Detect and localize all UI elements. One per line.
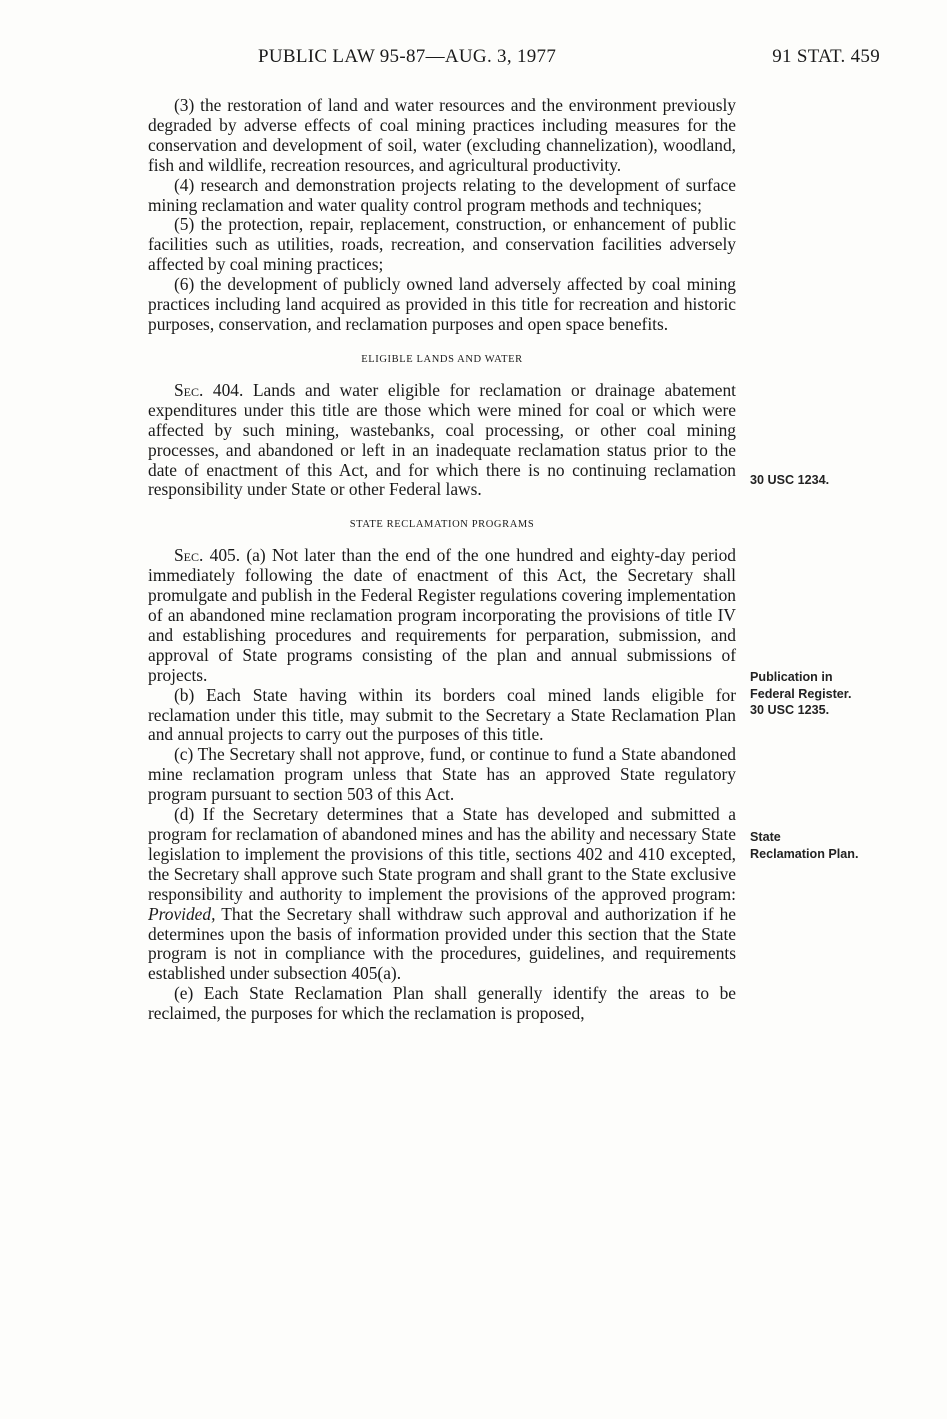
body-text [148,96,736,1024]
margin-note-line: 30 USC 1234. [750,473,830,487]
margin-note-publication [750,669,852,719]
running-head: PUBLIC LAW 95-87—AUG. 3, 1977 [258,46,557,67]
section-404 [148,381,736,500]
section-405d-text-1: (d) If the Secretary determines that a State has developed and submitted a program for reclamation of abandoned mines and has the ability and necessary State legislation to implement the provisions of this title, sections 402 and 410 excepted, the Secretary shall approve such State program and shall grant to the State exclusive responsibility and authority to implement the provisions of the approved program: [148,804,736,904]
section-405d-text-2: That the Secretary shall withdraw such approval and authorization if he determines upon the basis of information provided under this section that the State program is not in compliance with the procedures, guidelines, and requirements established under subsection 405(a). [148,903,736,984]
stat-page-number: 91 STAT. 459 [772,46,880,67]
section-404-label: Sec. 404. [174,379,244,400]
section-405e: (e) Each State Reclamation Plan shall generally identify the areas to be reclaimed, the purposes for which the reclamation is proposed, [148,983,736,1024]
section-405-label: Sec. 405. [174,545,241,566]
margin-note-state-plan [750,829,858,862]
paragraph-3: (3) the restoration of land and water resources and the environment previously degraded by adverse effects of coal mining practices including measures for the conservation and development of soil, water (excluding channelization), woodland, fish and wildlife, recreation resources, and agricultural productivity. [148,95,736,175]
page-header [0,46,947,76]
margin-note-line: Federal Register. [750,686,852,701]
margin-note-line: State [750,830,781,844]
margin-note-usc-1234 [750,472,829,489]
margin-note-line: 30 USC 1235. [750,703,830,717]
section-405c: (c) The Secretary shall not approve, fund, or continue to fund a State abandoned mine reclamation program unless that State has an approved State regulatory program pursuant to section 503 of this Act. [148,744,736,805]
section-heading-404: ELIGIBLE LANDS AND WATER [361,353,523,365]
section-heading-405: STATE RECLAMATION PROGRAMS [349,519,535,531]
provided-clause: Provided, [148,903,216,924]
margin-note-line: Publication in [750,670,833,684]
section-405d [148,805,736,984]
section-404-text: Lands and water eligible for reclamation or drainage abatement expenditures under this title are those which were mined for coal or which were affected by such mining, wastebanks, coal processing, or other coal mining processes, and abandoned or left in an inadequate reclamation status prior to the date of enactment of this Act, and for which there is no continuing reclamation responsibility under State or other Federal laws. [148,379,736,500]
paragraph-4: (4) research and demonstration projects relating to the development of surface mining reclamation and water quality control program methods and techniques; [148,174,736,215]
section-405a [148,546,736,685]
paragraph-5: (5) the protection, repair, replacement, construction, or enhancement of public facilities such as utilities, roads, recreation, and conservation facilities adversely affected by coal mining practices; [148,214,736,275]
section-405b: (b) Each State having within its borders coal mined lands eligible for reclamation under this title, may submit to the Secretary a State Reclamation Plan and annual projects to carry out the purposes of this title. [148,684,736,745]
section-405a-text: (a) Not later than the end of the one hundred and eighty-day period immediately following the date of enactment of this Act, the Secretary shall promulgate and publish in the Federal Register regulations covering implementation of an abandoned mine reclamation program incorporating the provisions of title IV and establishing procedures and requirements for perparation, submission, and approval of State programs consisting of the plan and annual submissions of projects. [148,545,736,685]
margin-note-line: Reclamation Plan. [750,846,859,861]
paragraph-6: (6) the development of publicly owned land adversely affected by coal mining practices including land acquired as provided in this title for recreation and historic purposes, conservation, and reclamation purposes and open space benefits. [148,274,736,334]
